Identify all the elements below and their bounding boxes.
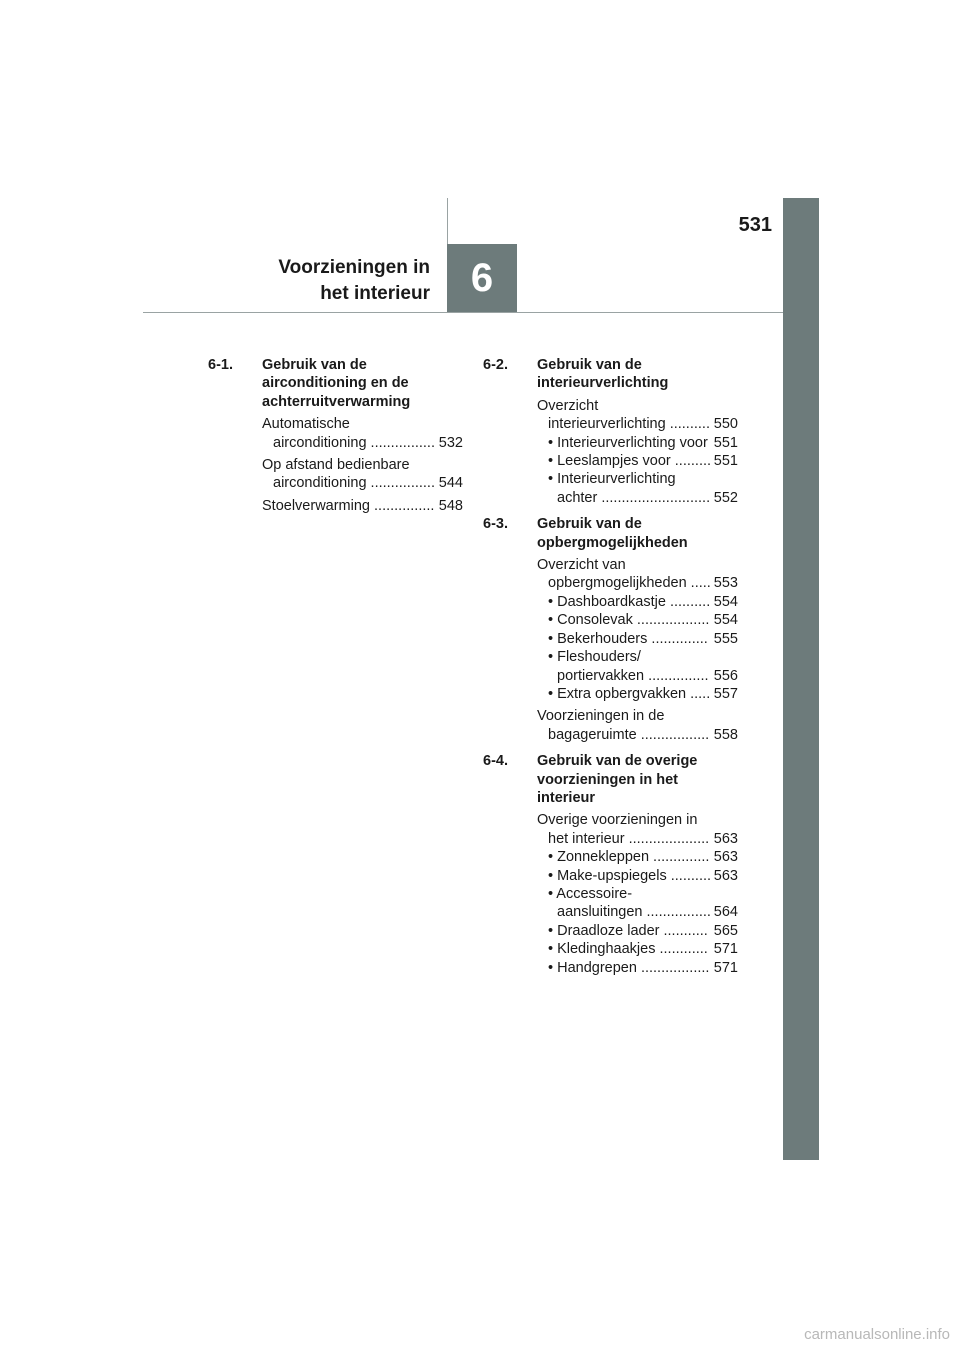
- toc-left-column: [208, 356, 463, 523]
- toc-entry-label: • Handgrepen .................: [548, 959, 710, 976]
- section-number: 6-1.: [208, 357, 233, 373]
- toc-entry[interactable]: [537, 470, 738, 507]
- toc-entry[interactable]: [262, 497, 463, 515]
- toc-entry-label: Stoelverwarming ...............: [262, 497, 435, 514]
- watermark-footer: carmanualsonline.info: [804, 1326, 950, 1343]
- section-heading: [208, 356, 463, 411]
- toc-entry-page: 551: [713, 453, 738, 470]
- toc-entry-page: 556: [713, 667, 738, 684]
- toc-entry-page: 571: [713, 959, 738, 976]
- toc-entry[interactable]: [537, 434, 738, 452]
- toc-entry[interactable]: [262, 415, 463, 452]
- toc-entry-label: • Kledinghaakjes ............: [548, 941, 708, 958]
- toc-entry-page: 550: [713, 416, 738, 433]
- toc-entry-label: Overige voorzieningen in het interieur ....................: [537, 812, 710, 847]
- toc-section: [208, 356, 463, 515]
- toc-entry[interactable]: [537, 397, 738, 434]
- toc-entry[interactable]: [537, 611, 738, 629]
- toc-entry-label: • Extra opbergvakken .....: [548, 685, 711, 702]
- toc-section: [483, 515, 738, 744]
- toc-entry-page: 548: [438, 497, 463, 514]
- toc-entry[interactable]: [537, 848, 738, 866]
- section-heading: [483, 356, 738, 393]
- toc-entry-page: 563: [713, 849, 738, 866]
- section-title: Gebruik van de airconditioning en de achterruitverwarming: [262, 357, 411, 410]
- section-number: 6-3.: [483, 516, 508, 533]
- section-title: Gebruik van de overige voorzieningen in het interieur: [537, 753, 698, 806]
- toc-entry-page: 552: [713, 489, 738, 506]
- toc-entry[interactable]: [537, 648, 738, 685]
- toc-entry[interactable]: [537, 685, 738, 703]
- section-number: 6-4.: [483, 753, 508, 770]
- toc-entry-page: 554: [713, 612, 738, 629]
- toc-entry-label: • Make-upspiegels ..........: [548, 867, 712, 884]
- toc-entry-page: 564: [713, 904, 738, 921]
- toc-entry[interactable]: [537, 707, 738, 744]
- toc-entry-label: • Accessoire- aansluitingen ................: [548, 885, 711, 921]
- toc-entry-page: 532: [438, 434, 463, 451]
- chapter-number-box: [447, 244, 517, 312]
- toc-entry[interactable]: [537, 452, 738, 470]
- chapter-number: 6: [470, 255, 494, 300]
- toc-entry-page: 554: [713, 593, 738, 610]
- toc-entry-label: • Dashboardkastje ..........: [548, 593, 711, 610]
- toc-entry[interactable]: [537, 556, 738, 593]
- toc-entry-label: • Zonnekleppen ..............: [548, 849, 710, 866]
- toc-entry-label: • Interieurverlichting achter ...........................: [548, 471, 711, 506]
- toc-entry[interactable]: [537, 811, 738, 848]
- toc-entry-page: 563: [713, 867, 738, 884]
- toc-entry-label: Automatische airconditioning ................: [262, 416, 435, 451]
- toc-entry-label: • Interieurverlichting voor: [548, 434, 708, 451]
- section-number: 6-2.: [483, 357, 508, 373]
- toc-entry[interactable]: [262, 456, 463, 493]
- toc-section: [483, 752, 738, 977]
- toc-entry-page: 553: [713, 575, 738, 592]
- toc-entry[interactable]: [537, 630, 738, 648]
- toc-right-column: [483, 356, 738, 985]
- toc-entry[interactable]: [537, 867, 738, 885]
- section-title: Gebruik van de interieurverlichting: [537, 357, 669, 392]
- toc-entry-label: • Bekerhouders ..............: [548, 630, 708, 647]
- toc-entry[interactable]: [537, 940, 738, 958]
- toc-entry[interactable]: [537, 959, 738, 977]
- chapter-side-tab: [783, 198, 819, 1160]
- section-heading: [483, 515, 738, 552]
- section-heading: [483, 752, 738, 807]
- toc-entry-page: 551: [713, 434, 738, 451]
- toc-entry-label: • Consolevak ..................: [548, 612, 710, 629]
- toc-section: [483, 356, 738, 507]
- toc-entry[interactable]: [537, 922, 738, 940]
- toc-entry-page: 555: [713, 630, 738, 647]
- toc-entry-label: Voorzieningen in de bagageruimte .................: [537, 708, 710, 743]
- chapter-title: [230, 255, 430, 307]
- toc-entry-page: 571: [713, 941, 738, 958]
- page-number: 531: [738, 214, 772, 236]
- toc-entry-label: Op afstand bedienbare airconditioning ................: [262, 457, 435, 492]
- toc-entry-label: Overzicht van opbergmogelijkheden .....: [537, 557, 711, 592]
- toc-entry-label: • Leeslampjes voor .........: [548, 453, 712, 470]
- toc-entry-page: 563: [713, 830, 738, 847]
- section-title: Gebruik van de opbergmogelijkheden: [537, 516, 688, 551]
- header-divider-vertical: [447, 198, 448, 244]
- toc-entry-page: 558: [713, 726, 738, 743]
- toc-entry-label: • Draadloze lader ...........: [548, 922, 708, 939]
- chapter-title-line2: het interieur: [320, 283, 430, 304]
- toc-entry-page: 557: [713, 685, 738, 702]
- header-divider-horizontal: [143, 312, 783, 313]
- toc-entry[interactable]: [537, 885, 738, 922]
- toc-entry-page: 544: [438, 475, 463, 492]
- toc-entry-label: • Fleshouders/ portiervakken ...............: [548, 649, 709, 684]
- toc-entry[interactable]: [537, 593, 738, 611]
- chapter-title-line1: Voorzieningen in: [278, 257, 430, 278]
- toc-entry-label: Overzicht interieurverlichting ..........: [537, 397, 710, 433]
- toc-entry-page: 565: [713, 922, 738, 939]
